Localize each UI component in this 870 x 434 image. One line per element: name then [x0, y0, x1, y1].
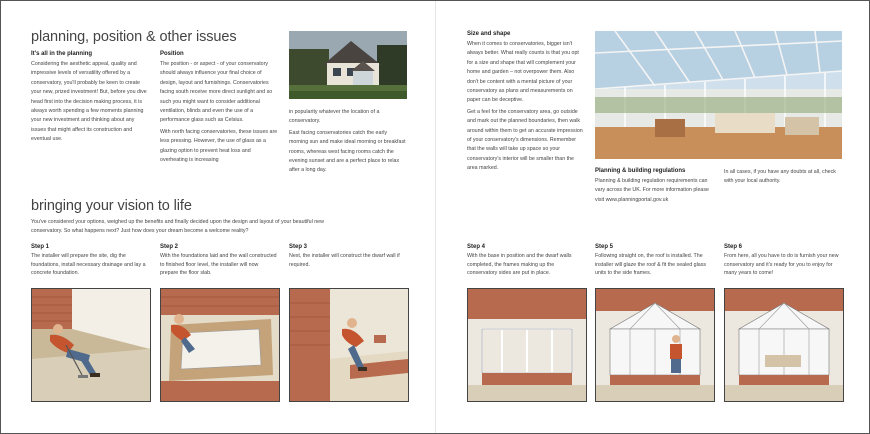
step-3-title: Step 3	[289, 244, 308, 250]
heading-size: Size and shape	[467, 31, 511, 37]
column-regulations	[595, 168, 713, 205]
text-position-3: in popularity whatever the location of a conservatory.	[289, 109, 380, 125]
step-2-title: Step 2	[160, 244, 179, 250]
step-3-illustration	[289, 288, 409, 402]
heading-position: Position	[160, 51, 184, 57]
step-5-text: Following straight on, the roof is installed. The installer will glaze the roof & fit the sealed glass units to the side frames.	[595, 253, 706, 277]
step-2	[160, 244, 278, 278]
section-title-vision: bringing your vision to life	[31, 198, 192, 214]
step-4	[467, 244, 585, 278]
step-3	[289, 244, 407, 269]
step-5	[595, 244, 713, 278]
vision-intro: You've considered your options, weighed up the benefits and finally decided upon the design and layout of your beautiful new conservatory. So what happens next? Just how does your dream become a welcome reality?	[31, 219, 324, 234]
step-5-title: Step 5	[595, 244, 614, 250]
step-1-illustration	[31, 288, 151, 402]
step-1-text: The installer will prepare the site, dig the foundations, install necessary drainage and lay a concrete foundation.	[31, 253, 146, 277]
step-1	[31, 244, 149, 278]
column-planning	[31, 51, 149, 145]
text-position-1: The position - or aspect - of your conservatory should always influence your final choice of design, layout and furnishings. Conservatories facing south receive more direct sunlight and so such you might want to consider additional ventilation, blinds and even the use of a performance glass such as Celsius.	[160, 61, 273, 124]
step-2-text: With the foundations laid and the wall constructed to finished floor level, the installer will now prepare the floor slab.	[160, 253, 277, 277]
text-position-4: East facing conservatories catch the early morning sun and make ideal morning or breakfast rooms, whereas west facing rooms catch the evening sunset and are a perfect place to relax after a long day.	[289, 129, 406, 174]
column-position-cont	[289, 108, 407, 176]
text-regulations: Planning & building regulation requirements can vary across the UK. For more information please visit www.planningportal.gov.uk	[595, 178, 709, 203]
column-position	[160, 51, 278, 165]
step-6-illustration	[724, 288, 844, 402]
step-6-title: Step 6	[724, 244, 743, 250]
text-local-authority: In all cases, if you have any doubts at all, check with your local authority.	[724, 169, 836, 185]
text-planning: Considering the aesthetic appeal, quality and impressive levels of versatility offered by a conservatory, you'll probably be keen to create your new, prized investment! But, before you dive head first into the decision making process, it is always worth spending a few moments planning your new investment and thinking about any issues that might affect its construction and eventual use.	[31, 61, 147, 143]
step-6	[724, 244, 842, 278]
step-4-illustration	[467, 288, 587, 402]
text-position-2: With north facing conservatories, these issues are less pressing. However, the use of glass as a glazing option to prevent heat loss and overheating is increasing	[160, 128, 278, 164]
house-photo	[289, 31, 407, 99]
text-size-1: When it comes to conservatories, bigger isn't always better. What really counts is that you opt for a size and shape that will complement your home and garden – not overpower them. Also don't be content with a mental picture of your conservatory as plans and measurements on paper can be deceptive.	[467, 41, 579, 104]
column-local-authority	[724, 168, 842, 187]
step-5-illustration	[595, 288, 715, 402]
step-3-text: Next, the installer will construct the dwarf wall if required.	[289, 253, 400, 268]
section-title-planning: planning, position & other issues	[31, 29, 237, 45]
column-size	[467, 31, 585, 174]
heading-regulations: Planning & building regulations	[595, 168, 686, 174]
text-size-2: Get a feel for the conservatory area, go outside and mark out the planned boundaries, then walk around within them to get an accurate impression of your conservatory's dimensions. Remember that the walls will take up space so your conservatory's interior will be smaller than the area marked.	[467, 108, 583, 172]
step-4-title: Step 4	[467, 244, 486, 250]
step-6-text: From here, all you have to do is furnish your new conservatory and it's ready for you to enjoy for many years to come!	[724, 253, 839, 277]
step-1-title: Step 1	[31, 244, 50, 250]
heading-planning: It's all in the planning	[31, 51, 93, 57]
conservatory-interior-photo	[595, 31, 842, 159]
page-spine	[435, 1, 436, 433]
step-4-text: With the base in position and the dwarf walls completed, the frames making up the conservatory sides are put in place.	[467, 253, 572, 277]
step-2-illustration	[160, 288, 280, 402]
